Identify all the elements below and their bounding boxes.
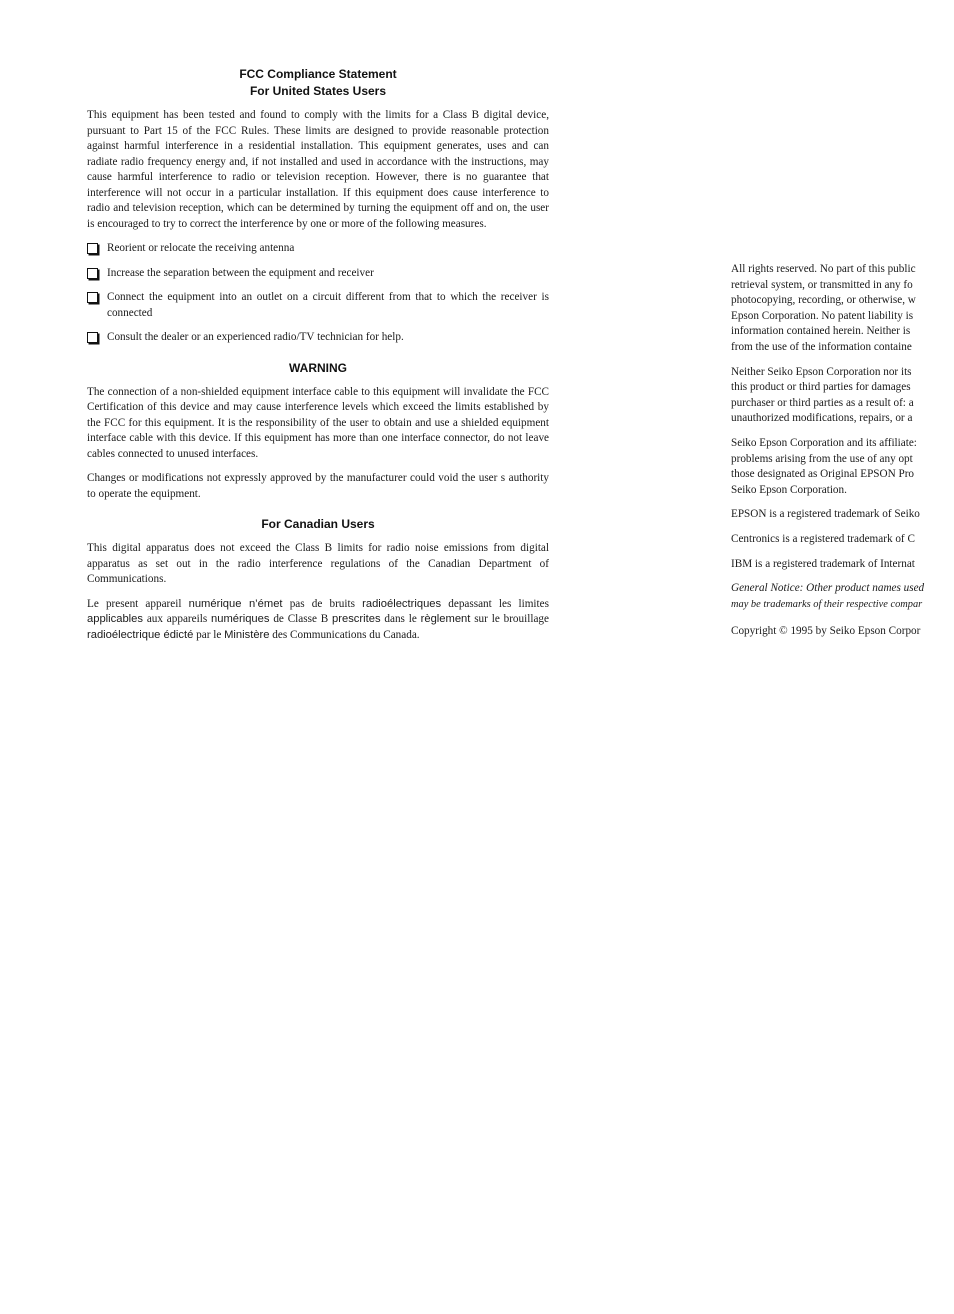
measure-text: Consult the dealer or an experienced radio/TV technician for help.: [107, 331, 404, 343]
text-line: from the use of the information containe: [731, 340, 912, 353]
measure-text: Connect the equipment into an outlet on a circuit different from that to which the receiver is connected: [107, 291, 549, 319]
text-line: information contained herein. Neither is: [731, 325, 911, 338]
text-line: purchaser or third parties as a result of: a: [731, 396, 914, 409]
fcc-subtitle: For United States Users: [249, 84, 387, 98]
list-item: [87, 266, 549, 282]
text-line: General Notice: Other product names used: [731, 582, 925, 595]
fcc-title-block: [87, 66, 549, 100]
french-term: règlement: [420, 613, 471, 625]
text-line: Centronics is a registered trademark of C: [731, 532, 915, 545]
french-term: radioélectrique édicté: [87, 628, 194, 641]
text-line: Seiko Epson Corporation and its affiliate:: [731, 436, 917, 449]
french-term: applicables: [87, 613, 143, 625]
fcc-title: FCC Compliance Statement: [239, 67, 397, 81]
general-notice: [731, 581, 954, 612]
measure-text: Increase the separation between the equipment and receiver: [107, 266, 374, 279]
ibm-trademark: [731, 557, 954, 573]
fcc-compliance-column: [87, 66, 549, 643]
liability-paragraph: [731, 365, 954, 427]
warning-paragraph: The connection of a non-shielded equipment interface cable to this equipment will invalidate the FCC Certification of this device and may cause interference levels which exceed the limits established by the FCC for this equipment. It is the responsibility of the user to obtain and use a shielded equipment interface cable with this device. If this equipment has more than one interface connector, do not leave cables connected to unused interfaces.: [87, 385, 549, 460]
checkbox-bullet-icon: [87, 292, 98, 303]
canadian-heading: For Canadian Users: [261, 517, 375, 531]
changes-paragraph: Changes or modifications not expressly approved by the manufacturer could void the user s authority to operate the equipment.: [87, 472, 549, 500]
measure-text: Reorient or relocate the receiving antenna: [107, 242, 295, 254]
french-paragraph: [87, 597, 549, 644]
text-line: may be trademarks of their respective compar: [731, 598, 923, 610]
fcc-intro-paragraph: This equipment has been tested and found to comply with the limits for a Class B digital device, pursuant to Part 15 of the FCC Rules. These limits are designed to provide reasonable protection against harmful interference in a residential installation. This equipment generates, uses and can radiate radio frequency energy and, if not installed and used in accordance with the instructions, may cause harmful interference to radio or television reception. However, there is no guarantee that interference will not occur in a particular installation. If this equipment does cause interference to radio and television reception, which can be determined by turning the equipment off and on, the user is encouraged to try to correct the interference by one or more of the following measures.: [87, 109, 549, 230]
french-text: dans le: [380, 613, 421, 625]
french-text: des Communications du Canada.: [269, 628, 420, 641]
french-text: par le: [193, 628, 225, 641]
french-text: pas de bruits: [282, 597, 363, 610]
text-line: unauthorized modifications, repairs, or a: [731, 412, 913, 425]
text-line: those designated as Original EPSON Pro: [731, 468, 915, 481]
checkbox-bullet-icon: [87, 268, 98, 279]
text-line: Neither Seiko Epson Corporation nor its: [731, 365, 912, 378]
warning-heading: WARNING: [289, 360, 347, 375]
french-term: Ministère: [224, 628, 270, 641]
copyright-line: Copyright © 1995 by Seiko Epson Corpor: [731, 625, 921, 638]
rights-paragraph: [731, 262, 954, 356]
french-text: aux appareils: [142, 613, 212, 625]
options-paragraph: [731, 436, 954, 498]
list-item: [87, 241, 549, 257]
french-term: numérique n’émet: [188, 597, 283, 610]
text-line: Seiko Epson Corporation.: [731, 483, 847, 496]
checkbox-bullet-icon: [87, 332, 98, 343]
french-text: sur le brouillage: [470, 613, 549, 625]
text-line: problems arising from the use of any opt: [731, 452, 913, 465]
epson-trademark: [731, 507, 954, 523]
french-term: prescrites: [332, 613, 381, 625]
centronics-trademark: [731, 532, 954, 548]
french-text: de Classe B: [269, 613, 333, 625]
french-term: radioélectriques: [362, 597, 442, 610]
text-line: All rights reserved. No part of this public: [731, 263, 916, 275]
text-line: retrieval system, or transmitted in any fo: [731, 278, 913, 291]
list-item: [87, 290, 549, 321]
canadian-paragraph: This digital apparatus does not exceed the Class B limits for radio noise emissions from digital apparatus as set out in the radio interference regulations of the Canadian Department of Communications.: [87, 542, 549, 585]
text-line: IBM is a registered trademark of Internat: [731, 557, 915, 570]
interference-measures-list: [87, 241, 549, 346]
french-term: numériques: [211, 613, 270, 625]
text-line: photocopying, recording, or otherwise, w: [731, 294, 916, 307]
text-line: EPSON is a registered trademark of Seiko: [731, 508, 920, 521]
legal-notice-column: [731, 262, 954, 682]
checkbox-bullet-icon: [87, 243, 98, 254]
text-line: Epson Corporation. No patent liability is: [731, 309, 914, 322]
list-item: [87, 330, 549, 346]
french-text: Le present appareil: [87, 597, 189, 610]
french-text: depassant les limites: [441, 597, 549, 610]
text-line: this product or third parties for damages: [731, 381, 911, 394]
copyright-notice: [731, 624, 954, 640]
